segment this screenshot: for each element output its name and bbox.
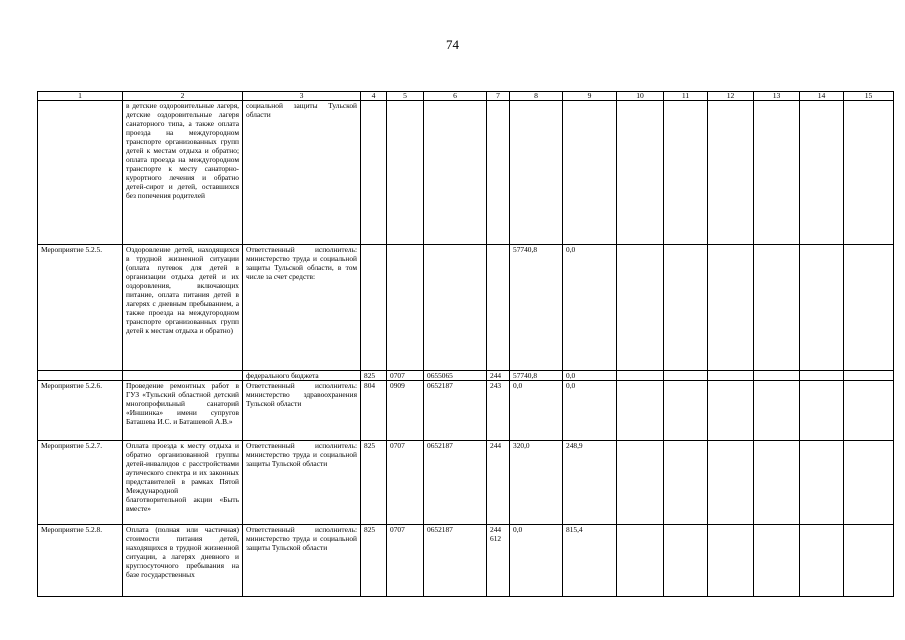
cell-col-2: Оздоровление детей, находящихся в трудной жизненной ситуации (оплата путевок для детей в организации отдыха детей и их оздоровления, включающих питание, оплата питания детей в лагерях с дневным пребыванием, а также проезда на междугородном транспорте организованных групп детей к местам отдыха и обратно) — [123, 245, 243, 371]
header-cell: 4 — [361, 92, 387, 101]
cell-col-6: 0652187 — [424, 525, 487, 597]
table-row — [38, 245, 894, 371]
cell-col-10 — [617, 245, 664, 371]
cell-col-14 — [800, 381, 844, 441]
page-number: 74 — [446, 37, 459, 52]
cell-col-3: Ответственный исполнитель: министерство здравоохранения Тульской области — [243, 381, 361, 441]
cell-col-14 — [800, 525, 844, 597]
cell-col-5: 0707 — [387, 441, 424, 525]
cell-col-15 — [844, 101, 894, 245]
cell-col-2: Оплата проезда к месту отдыха и обратно организованной группы детей-инвалидов с расстройствами аутического спектра и их законных представителей в рамках Пятой Международной благотворительной акции «Быть вместе» — [123, 441, 243, 525]
cell-col-7: 244 — [487, 441, 510, 525]
cell-col-8: 0,0 — [510, 381, 563, 441]
cell-col-4: 825 — [361, 525, 387, 597]
cell-col-12 — [708, 371, 754, 381]
cell-col-9: 0,0 — [563, 381, 617, 441]
header-cell: 3 — [243, 92, 361, 101]
cell-col-4 — [361, 101, 387, 245]
cell-col-15 — [844, 245, 894, 371]
cell-col-11 — [664, 371, 708, 381]
cell-col-2: Проведение ремонтных работ в ГУЗ «Тульский областной детский многопрофильный санаторий «Иншинка» имени супругов Баташева И.С. и Баташевой А.В.» — [123, 381, 243, 441]
cell-col-1: Мероприятие 5.2.7. — [38, 441, 123, 525]
cell-col-4: 804 — [361, 381, 387, 441]
cell-col-15 — [844, 441, 894, 525]
cell-col-5 — [387, 245, 424, 371]
header-cell: 14 — [800, 92, 844, 101]
program-table — [37, 91, 894, 597]
cell-col-11 — [664, 381, 708, 441]
header-cell: 11 — [664, 92, 708, 101]
cell-col-5: 0707 — [387, 525, 424, 597]
cell-col-14 — [800, 101, 844, 245]
cell-col-5 — [387, 101, 424, 245]
header-cell: 8 — [510, 92, 563, 101]
cell-col-7: 243 — [487, 381, 510, 441]
header-cell: 13 — [754, 92, 800, 101]
cell-col-4: 825 — [361, 441, 387, 525]
cell-col-15 — [844, 525, 894, 597]
cell-col-11 — [664, 245, 708, 371]
cell-col-3: федерального бюджета — [243, 371, 361, 381]
cell-col-4 — [361, 245, 387, 371]
cell-col-7: 244 — [487, 371, 510, 381]
cell-col-3: Ответственный исполнитель: министерство труда и социальной защиты Тульской области, в том числе за счет средств: — [243, 245, 361, 371]
cell-col-6: 0655065 — [424, 371, 487, 381]
cell-col-6 — [424, 101, 487, 245]
cell-col-12 — [708, 101, 754, 245]
cell-col-15 — [844, 371, 894, 381]
cell-col-7: 244 612 — [487, 525, 510, 597]
cell-col-8: 57740,8 — [510, 371, 563, 381]
cell-col-11 — [664, 525, 708, 597]
header-cell: 15 — [844, 92, 894, 101]
cell-col-4: 825 — [361, 371, 387, 381]
cell-col-14 — [800, 245, 844, 371]
cell-col-8: 0,0 — [510, 525, 563, 597]
cell-col-10 — [617, 371, 664, 381]
header-cell: 12 — [708, 92, 754, 101]
cell-col-13 — [754, 381, 800, 441]
cell-col-12 — [708, 245, 754, 371]
cell-col-8 — [510, 101, 563, 245]
header-cell: 6 — [424, 92, 487, 101]
cell-col-7 — [487, 245, 510, 371]
cell-col-6: 0652187 — [424, 381, 487, 441]
cell-col-5: 0909 — [387, 381, 424, 441]
cell-col-14 — [800, 441, 844, 525]
cell-col-1 — [38, 101, 123, 245]
cell-col-6 — [424, 245, 487, 371]
cell-col-13 — [754, 101, 800, 245]
cell-col-13 — [754, 371, 800, 381]
cell-col-11 — [664, 441, 708, 525]
cell-col-8: 320,0 — [510, 441, 563, 525]
header-cell: 10 — [617, 92, 664, 101]
cell-col-3: социальной защиты Тульской области — [243, 101, 361, 245]
cell-col-15 — [844, 381, 894, 441]
table-row — [38, 381, 894, 441]
cell-col-9: 248,9 — [563, 441, 617, 525]
cell-col-5: 0707 — [387, 371, 424, 381]
cell-col-9 — [563, 101, 617, 245]
header-row — [38, 92, 894, 101]
cell-col-1: Мероприятие 5.2.5. — [38, 245, 123, 371]
cell-col-7 — [487, 101, 510, 245]
table-row — [38, 441, 894, 525]
cell-col-9: 0,0 — [563, 245, 617, 371]
cell-col-12 — [708, 525, 754, 597]
cell-col-13 — [754, 245, 800, 371]
table-row — [38, 101, 894, 245]
cell-col-6: 0652187 — [424, 441, 487, 525]
cell-col-10 — [617, 381, 664, 441]
header-cell: 2 — [123, 92, 243, 101]
cell-col-8: 57740,8 — [510, 245, 563, 371]
cell-col-3: Ответственный исполнитель: министерство труда и социальной защиты Тульской области — [243, 525, 361, 597]
cell-col-10 — [617, 441, 664, 525]
cell-col-13 — [754, 525, 800, 597]
cell-col-9: 0,0 — [563, 371, 617, 381]
table-row — [38, 525, 894, 597]
cell-col-2 — [123, 371, 243, 381]
cell-col-1 — [38, 371, 123, 381]
header-cell: 9 — [563, 92, 617, 101]
cell-col-9: 815,4 — [563, 525, 617, 597]
cell-col-2: в детские оздоровительные лагеря, детские оздоровительные лагеря санаторного типа, а также оплата проезда на междугородном транспорте организованных групп детей к местам отдыха и обратно; оплата проезда на междугородном транспорте к месту санаторно-курортного лечения и обратно детей-сирот и детей, оставшихся без попечения родителей — [123, 101, 243, 245]
cell-col-1: Мероприятие 5.2.8. — [38, 525, 123, 597]
cell-col-12 — [708, 381, 754, 441]
cell-col-3: Ответственный исполнитель: министерство труда и социальной защиты Тульской области — [243, 441, 361, 525]
header-cell: 7 — [487, 92, 510, 101]
header-cell: 5 — [387, 92, 424, 101]
cell-col-10 — [617, 101, 664, 245]
cell-col-10 — [617, 525, 664, 597]
cell-col-12 — [708, 441, 754, 525]
table-row — [38, 371, 894, 381]
cell-col-11 — [664, 101, 708, 245]
header-cell: 1 — [38, 92, 123, 101]
cell-col-1: Мероприятие 5.2.6. — [38, 381, 123, 441]
cell-col-13 — [754, 441, 800, 525]
cell-col-2: Оплата (полная или частичная) стоимости питания детей, находящихся в трудной жизненной ситуации, а лагерях дневного и круглосуточного пребывания на базе государственных — [123, 525, 243, 597]
cell-col-14 — [800, 371, 844, 381]
